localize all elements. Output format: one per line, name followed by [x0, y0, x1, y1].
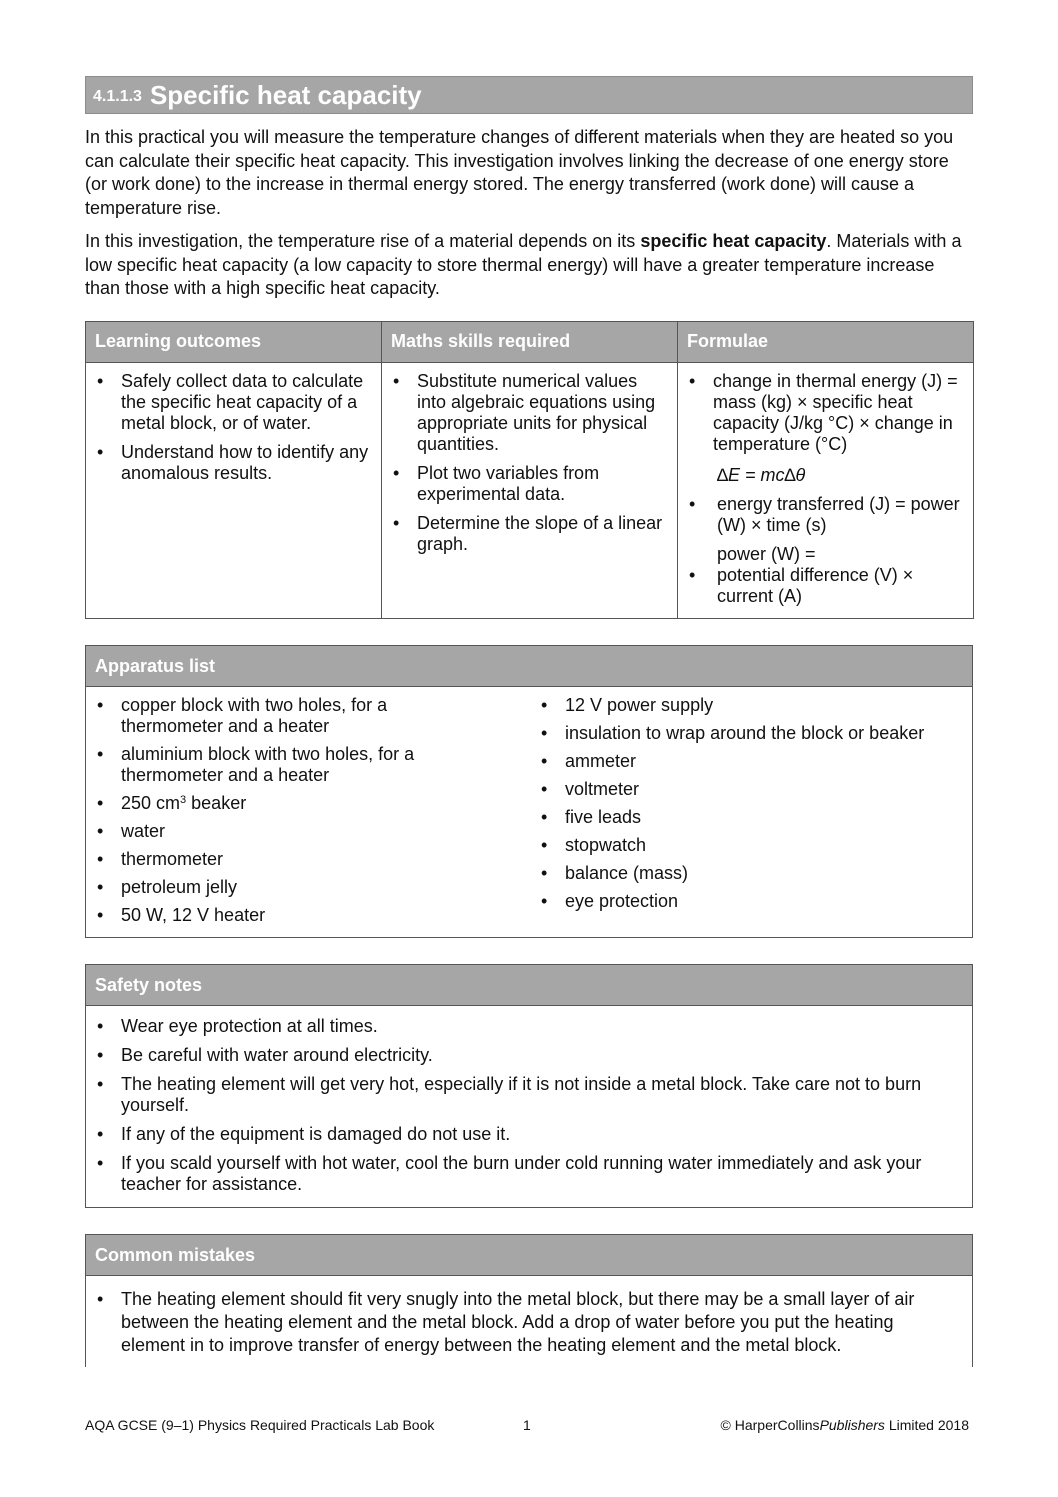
outcomes-body-row — [86, 362, 974, 618]
list-item — [95, 793, 539, 814]
mistakes-box — [85, 1234, 973, 1367]
page — [85, 76, 973, 1367]
formula-power-label: power (W) = — [717, 543, 816, 564]
list-item: • insulation to wrap around the block or beaker — [539, 723, 963, 744]
intro-paragraph-1: In this practical you will measure the temperature changes of different materials when they are heated so you can calculate their specific heat capacity. This investigation involves linking the decrease of one energy store (or work done) to the increase in thermal energy stored. The energy transferred (work done) will cause a temperature rise. — [85, 127, 954, 218]
section-title: Specific heat capacity — [149, 79, 422, 110]
safety-body — [86, 1006, 972, 1207]
formula-power: • potential difference (V) × current (A) — [687, 565, 964, 607]
list-item: • Safely collect data to calculate the specific heat capacity of a metal block, or of water. — [95, 371, 372, 434]
learning-outcomes-cell — [86, 362, 382, 618]
apparatus-box — [85, 645, 973, 938]
list-item: • petroleum jelly — [95, 877, 539, 898]
safety-box — [85, 964, 973, 1208]
intro-p2-bold: specific heat capacity — [640, 231, 827, 251]
section-title-bar — [85, 76, 973, 114]
formulae-cell — [678, 362, 974, 618]
delta-symbol: ∆ — [784, 464, 796, 485]
intro-p2-text-end: . Materials with a low specific heat capacity (a low capacity to store thermal energy) will have a greater temperature increase than those with a high specific heat capacity. — [85, 231, 962, 298]
list-item: • balance (mass) — [539, 863, 963, 884]
beaker-superscript: 3 — [180, 793, 187, 806]
beaker-text-end: beaker — [186, 792, 247, 813]
list-item: • Plot two variables from experimental data. — [391, 463, 668, 505]
list-item: • Substitute numerical values into algebraic equations using appropriate units for physical quantities. — [391, 371, 668, 455]
list-item: • aluminium block with two holes, for a thermometer and a heater — [95, 744, 539, 786]
list-item: • Wear eye protection at all times. — [95, 1016, 963, 1037]
header-learning-outcomes: Learning outcomes — [86, 321, 382, 362]
list-item: • The heating element should fit very snugly into the metal block, but there may be a small layer of air between the heating element and the metal block. Add a drop of water before you put the heating element in to improve transfer of energy between the heating element and the metal block. — [95, 1288, 932, 1357]
outcomes-table — [85, 321, 974, 619]
list-item: • five leads — [539, 807, 963, 828]
header-formulae: Formulae — [678, 321, 974, 362]
list-item: • voltmeter — [539, 779, 963, 800]
list-item: • copper block with two holes, for a thermometer and a heater — [95, 695, 539, 737]
mistakes-heading: Common mistakes — [86, 1235, 972, 1276]
copyright-text-end: Limited 2018 — [884, 1417, 969, 1433]
list-item: • Be careful with water around electricity. — [95, 1045, 963, 1066]
footer-page-number: 1 — [523, 1417, 531, 1433]
list-item: • Determine the slope of a linear graph. — [391, 513, 668, 555]
copyright-italic: Publishers — [819, 1417, 885, 1433]
list-item: • ammeter — [539, 751, 963, 772]
list-item: • The heating element will get very hot, especially if it is not inside a metal block. Take care not to burn yourself. — [95, 1074, 963, 1116]
list-item: • water — [95, 821, 539, 842]
equation-mid: E = mc — [728, 464, 785, 485]
apparatus-heading: Apparatus list — [86, 646, 972, 687]
copyright-text: © HarperCollins — [720, 1417, 820, 1433]
apparatus-right-column — [539, 695, 963, 933]
beaker-text: 250 cm — [121, 792, 181, 813]
apparatus-body — [86, 687, 972, 937]
maths-skills-cell — [382, 362, 678, 618]
outcomes-header-row — [86, 321, 974, 362]
intro-paragraph-2 — [85, 230, 973, 301]
list-item: • Understand how to identify any anomalous results. — [95, 442, 372, 484]
footer-copyright — [721, 1417, 969, 1433]
list-item: • 12 V power supply — [539, 695, 963, 716]
list-item: • eye protection — [539, 891, 963, 912]
header-maths-skills: Maths skills required — [382, 321, 678, 362]
intro-p2-text: In this investigation, the temperature rise of a material depends on its — [85, 231, 641, 251]
list-item: • If you scald yourself with hot water, cool the burn under cold running water immediately and ask your teacher for assistance. — [95, 1153, 963, 1195]
formula-equation — [687, 465, 964, 486]
safety-heading: Safety notes — [86, 965, 972, 1006]
footer-book-title: AQA GCSE (9–1) Physics Required Practicals Lab Book — [85, 1417, 435, 1433]
mistakes-body — [86, 1276, 972, 1367]
list-item: • thermometer — [95, 849, 539, 870]
apparatus-left-column — [95, 695, 539, 933]
list-item: • 50 W, 12 V heater — [95, 905, 539, 926]
delta-symbol: ∆ — [717, 464, 729, 485]
list-item: • stopwatch — [539, 835, 963, 856]
equation-theta: θ — [795, 464, 806, 485]
formula-energy-transferred: • energy transferred (J) = power (W) × time (s) — [687, 494, 964, 536]
list-item: • If any of the equipment is damaged do not use it. — [95, 1124, 963, 1145]
formula-thermal-energy: • change in thermal energy (J) = mass (kg) × specific heat capacity (J/kg °C) × change in temperature (°C) — [687, 371, 964, 455]
section-number: 4.1.1.3 — [93, 88, 142, 105]
